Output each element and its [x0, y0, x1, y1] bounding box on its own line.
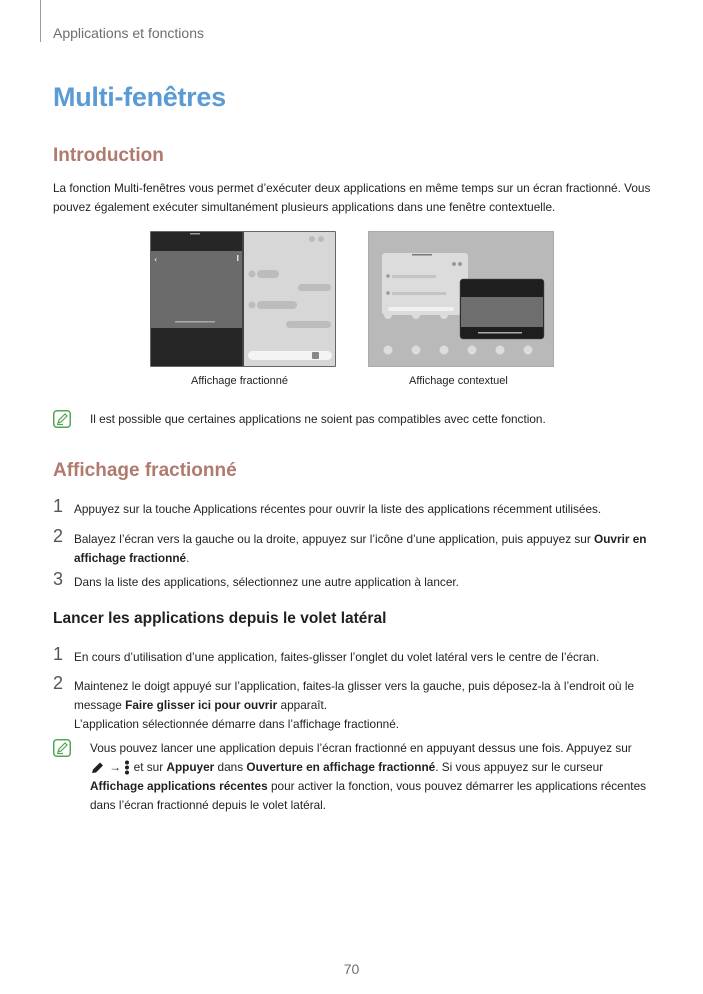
open-split-view-label: Ouvrir en affichage fractionné	[74, 532, 647, 565]
drag-here-label: Faire glisser ici pour ouvrir	[125, 698, 278, 712]
step-text: Appuyez sur la touche Applications récentes pour ouvrir la liste des applications récemment utilisées.	[74, 502, 602, 516]
split-view-illustration	[150, 231, 336, 367]
step-text: Maintenez le doigt appuyé sur l’application, faites-la glisser vers la gauche, puis déposez-la à l’endroit où le message Faire glisser ici pour ouvrir apparaît. L’application sélectionnée démarre dans l’affichage fractionné.	[74, 679, 635, 731]
step-number: 1	[53, 496, 64, 516]
note-pencil-icon	[53, 410, 71, 428]
svg-text:‹: ‹	[154, 255, 158, 264]
step-number: 2	[53, 526, 64, 546]
note-compatibility-text: Il est possible que certaines applications ne soient pas compatibles avec cette fonction.	[90, 412, 546, 426]
caption-popup-view: Affichage contextuel	[409, 375, 508, 387]
edit-pencil-icon	[90, 761, 106, 775]
note-pencil-icon	[53, 739, 71, 757]
note-split-launch-text: Vous pouvez lancer une application depuis l’écran fractionné en appuyant dessus une fois. Appuyez sur → et sur Appuyer dans Ouverture en affichage fractionné. Si vous appuyez sur le curseur Affichage applications récentes pour activer la fonction, vous pouvez démarrer les applications récentes dans l’écran fractionné depuis le volet latéral.	[90, 741, 647, 812]
step-number: 2	[53, 673, 64, 693]
edge-panel-heading: Lancer les applications depuis le volet latéral	[53, 610, 387, 627]
step-text: Dans la liste des applications, sélectionnez une autre application à lancer.	[74, 575, 459, 589]
step-number: 3	[53, 569, 64, 589]
header-rule	[40, 0, 41, 42]
step-text: Balayez l’écran vers la gauche ou la droite, appuyez sur l’icône d’une application, puis appuyez sur Ouvrir en affichage fractionné.	[74, 532, 647, 565]
caption-split-view: Affichage fractionné	[191, 375, 289, 387]
step-text: En cours d’utilisation d’une application, faites-glisser l’onglet du volet latéral vers le centre de l’écran.	[74, 650, 600, 664]
page-number: 70	[343, 961, 360, 977]
intro-heading: Introduction	[53, 145, 164, 166]
running-head: Applications et fonctions	[53, 25, 204, 41]
popup-view-illustration	[368, 231, 554, 367]
split-view-heading: Affichage fractionné	[53, 460, 237, 481]
page-title: Multi-fenêtres	[53, 82, 226, 112]
step-number: 1	[53, 644, 64, 664]
intro-text: La fonction Multi-fenêtres vous permet d’exécuter deux applications en même temps sur un écran fractionné. Vous pouvez également exécuter simultanément plusieurs applications dans une fenêtre contextuelle.	[53, 181, 651, 214]
